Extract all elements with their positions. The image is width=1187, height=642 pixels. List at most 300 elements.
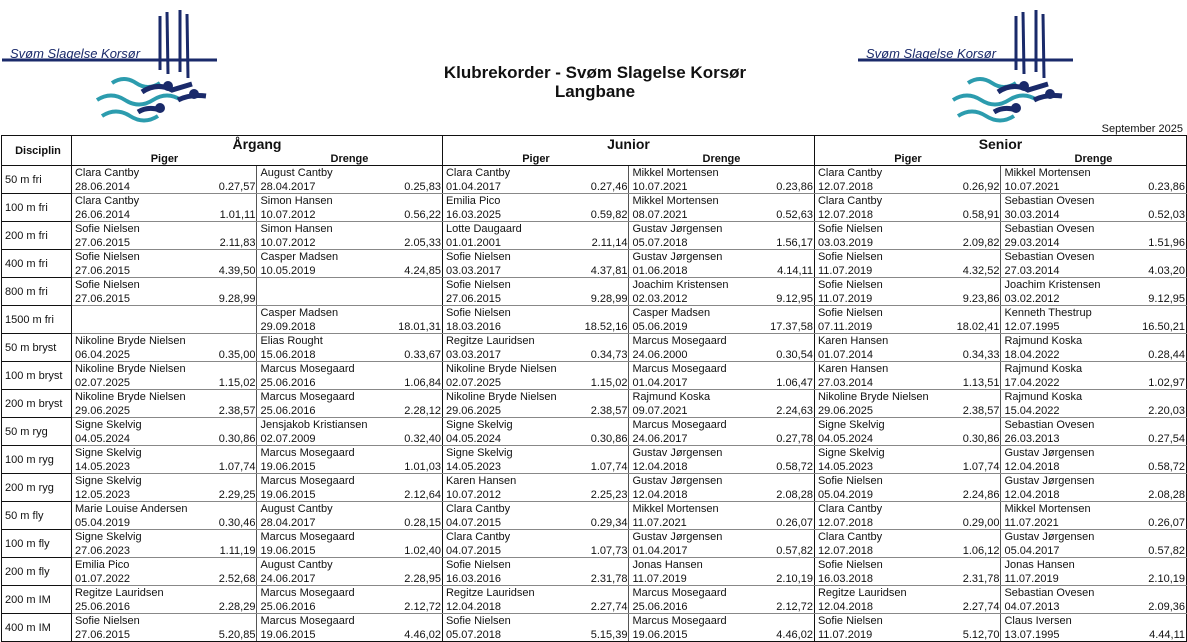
discipline-cell: 50 m bryst — [2, 334, 72, 362]
record-time: 0.57,82 — [776, 545, 813, 557]
record-date: 18.03.2016 — [445, 321, 502, 333]
record-cell — [629, 250, 815, 278]
record-date: 12.04.2018 — [632, 461, 688, 473]
record-cell — [257, 586, 443, 614]
record-date: 02.03.2012 — [632, 293, 688, 305]
header-group-junior: Junior — [442, 136, 814, 154]
record-date: 12.04.2018 — [632, 489, 688, 501]
record-date: 29.06.2025 — [817, 405, 874, 417]
record-name: Emilia Pico — [74, 559, 130, 571]
record-date: 19.06.2015 — [260, 461, 316, 473]
record-date: 14.05.2023 — [817, 461, 874, 473]
record-date: 10.07.2021 — [1004, 181, 1060, 193]
record-cell — [257, 278, 443, 306]
record-date: 27.03.2014 — [817, 377, 874, 389]
record-time: 2.08,28 — [776, 489, 813, 501]
discipline-cell: 800 m fri — [2, 278, 72, 306]
record-date: 12.05.2023 — [74, 489, 131, 501]
record-time: 0.30,86 — [590, 433, 628, 445]
record-time: 5.12,70 — [962, 629, 1000, 641]
record-date: 06.04.2025 — [74, 349, 131, 361]
discipline-cell: 50 m fly — [2, 502, 72, 530]
record-time: 0.58,72 — [1148, 461, 1185, 473]
record-cell — [814, 446, 1000, 474]
record-date: 02.07.2025 — [445, 377, 502, 389]
record-date: 04.05.2024 — [445, 433, 502, 445]
table-row — [2, 502, 1187, 530]
record-time: 18.01,31 — [398, 321, 441, 333]
table-row — [2, 250, 1187, 278]
table-row — [2, 278, 1187, 306]
record-name: Casper Madsen — [632, 307, 711, 319]
record-cell — [71, 390, 256, 418]
record-date: 12.04.2018 — [817, 601, 874, 613]
record-time: 1.15,02 — [218, 377, 256, 389]
record-name: Marcus Mosegaard — [260, 587, 355, 599]
record-cell — [814, 558, 1000, 586]
club-logo-right — [858, 8, 1073, 126]
record-cell — [71, 474, 256, 502]
record-name: Sofie Nielsen — [74, 223, 140, 235]
record-cell — [629, 194, 815, 222]
table-row — [2, 166, 1187, 194]
record-name: Sofie Nielsen — [74, 279, 140, 291]
record-name: Elias Rought — [260, 335, 323, 347]
record-name: Rajmund Koska — [1004, 391, 1083, 403]
record-name: Gustav Jørgensen — [632, 475, 723, 487]
record-time: 0.58,91 — [962, 209, 1000, 221]
record-date: 30.03.2014 — [1004, 209, 1060, 221]
discipline-cell: 200 m ryg — [2, 474, 72, 502]
record-cell — [257, 502, 443, 530]
record-cell — [257, 558, 443, 586]
record-name: Nikoline Bryde Nielsen — [817, 391, 929, 403]
header-piger: Piger — [442, 153, 628, 166]
record-date: 01.07.2014 — [817, 349, 874, 361]
record-time: 0.34,33 — [962, 349, 1000, 361]
record-date: 11.07.2021 — [1004, 517, 1059, 529]
record-name: Marcus Mosegaard — [260, 475, 355, 487]
record-date: 14.05.2023 — [74, 461, 131, 473]
discipline-cell: 200 m fly — [2, 558, 72, 586]
record-name: Simon Hansen — [260, 195, 333, 207]
record-date: 12.07.2018 — [817, 209, 874, 221]
record-name: Simon Hansen — [260, 223, 333, 235]
record-cell — [629, 362, 815, 390]
record-name: Clara Cantby — [445, 503, 511, 515]
record-name: Signe Skelvig — [445, 447, 513, 459]
record-date: 08.07.2021 — [632, 209, 688, 221]
record-name: Nikoline Bryde Nielsen — [74, 363, 186, 375]
record-date: 12.07.1995 — [1004, 321, 1060, 333]
record-date: 19.06.2015 — [260, 489, 316, 501]
record-name: Marcus Mosegaard — [260, 391, 355, 403]
record-time: 1.15,02 — [590, 377, 628, 389]
record-date: 11.07.2019 — [817, 265, 873, 277]
record-date: 04.05.2024 — [74, 433, 131, 445]
record-time: 2.25,23 — [590, 489, 628, 501]
record-date: 03.02.2012 — [1004, 293, 1060, 305]
record-cell — [1001, 166, 1187, 194]
record-name: Marcus Mosegaard — [260, 363, 355, 375]
record-time: 0.30,86 — [218, 433, 256, 445]
record-cell — [814, 222, 1000, 250]
record-cell — [814, 362, 1000, 390]
record-date: 25.06.2016 — [74, 601, 131, 613]
record-name: Sofie Nielsen — [817, 307, 883, 319]
record-time: 1.06,47 — [776, 377, 813, 389]
record-date: 11.07.2019 — [632, 573, 687, 585]
record-time: 2.11,14 — [591, 237, 628, 249]
record-time: 0.26,07 — [1148, 517, 1185, 529]
record-name: Signe Skelvig — [74, 475, 142, 487]
record-cell — [814, 390, 1000, 418]
record-name: Sofie Nielsen — [817, 615, 883, 627]
record-cell — [257, 194, 443, 222]
record-name: Claus Iversen — [1004, 615, 1072, 627]
discipline-cell: 50 m fri — [2, 166, 72, 194]
header-drenge: Drenge — [257, 153, 443, 166]
record-date: 16.03.2016 — [445, 573, 502, 585]
record-cell — [629, 586, 815, 614]
record-cell — [814, 418, 1000, 446]
table-row — [2, 334, 1187, 362]
table-row — [2, 222, 1187, 250]
record-name: Karen Hansen — [817, 363, 889, 375]
record-time: 2.38,57 — [962, 405, 1000, 417]
record-name: Marcus Mosegaard — [632, 419, 727, 431]
record-name: Mikkel Mortensen — [632, 503, 719, 515]
record-time: 2.27,74 — [962, 601, 1000, 613]
record-cell — [1001, 474, 1187, 502]
record-date: 16.03.2025 — [445, 209, 502, 221]
record-name: Clara Cantby — [817, 195, 883, 207]
record-cell — [71, 502, 256, 530]
record-name: Sofie Nielsen — [817, 251, 883, 263]
record-date: 10.07.2021 — [632, 181, 688, 193]
record-name: Clara Cantby — [445, 531, 511, 543]
discipline-cell: 200 m fri — [2, 222, 72, 250]
record-date: 05.07.2018 — [632, 237, 688, 249]
record-time: 16.50,21 — [1142, 321, 1185, 333]
record-date: 04.07.2015 — [445, 545, 502, 557]
record-name: Karen Hansen — [445, 475, 517, 487]
bridge-swimmers-logo-icon — [858, 8, 1073, 126]
record-cell — [814, 614, 1000, 642]
record-name: Kenneth Thestrup — [1004, 307, 1092, 319]
record-time: 0.56,22 — [404, 209, 441, 221]
record-date: 28.04.2017 — [260, 181, 316, 193]
record-date: 27.03.2014 — [1004, 265, 1060, 277]
record-cell — [814, 278, 1000, 306]
record-time: 1.07,74 — [962, 461, 1000, 473]
record-date: 07.11.2019 — [817, 321, 873, 333]
record-time: 1.13,51 — [962, 377, 1000, 389]
record-time: 4.46,02 — [404, 629, 441, 641]
record-name: Karen Hansen — [817, 335, 889, 347]
record-date: 29.06.2025 — [74, 405, 131, 417]
table-row — [2, 390, 1187, 418]
record-date: 29.06.2025 — [445, 405, 502, 417]
record-cell — [257, 222, 443, 250]
record-cell — [1001, 334, 1187, 362]
record-cell — [629, 558, 815, 586]
discipline-cell: 100 m bryst — [2, 362, 72, 390]
discipline-cell: 200 m bryst — [2, 390, 72, 418]
record-name: Mikkel Mortensen — [1004, 503, 1091, 515]
record-name: Gustav Jørgensen — [1004, 447, 1095, 459]
record-time: 0.26,92 — [962, 181, 1000, 193]
record-name: Clara Cantby — [817, 503, 883, 515]
record-date: 24.06.2000 — [632, 349, 688, 361]
record-name: Joachim Kristensen — [632, 279, 729, 291]
record-date: 11.07.2019 — [1004, 573, 1059, 585]
record-name: Gustav Jørgensen — [632, 251, 723, 263]
record-date: 10.07.2012 — [260, 237, 316, 249]
record-time: 1.02,97 — [1148, 377, 1185, 389]
record-date: 11.07.2021 — [632, 517, 687, 529]
record-date: 25.06.2016 — [260, 601, 316, 613]
record-cell — [442, 334, 628, 362]
record-cell — [442, 474, 628, 502]
record-cell — [1001, 446, 1187, 474]
record-cell — [629, 502, 815, 530]
record-time: 0.23,86 — [1148, 181, 1185, 193]
record-date: 29.03.2014 — [1004, 237, 1060, 249]
record-date: 12.07.2018 — [817, 517, 874, 529]
record-date: 26.03.2013 — [1004, 433, 1060, 445]
record-date: 28.06.2014 — [74, 181, 131, 193]
record-date: 02.07.2025 — [74, 377, 131, 389]
record-time: 0.29,00 — [962, 517, 1000, 529]
record-cell — [629, 222, 815, 250]
record-cell — [1001, 502, 1187, 530]
records-table — [1, 135, 1187, 642]
record-name: Casper Madsen — [260, 251, 339, 263]
record-cell — [814, 334, 1000, 362]
header-piger: Piger — [71, 153, 256, 166]
record-date: 05.04.2017 — [1004, 545, 1060, 557]
record-time: 0.28,15 — [404, 517, 441, 529]
record-cell — [257, 334, 443, 362]
record-name: Regitze Lauridsen — [445, 587, 535, 599]
record-time: 1.06,84 — [404, 377, 441, 389]
record-date: 25.06.2016 — [260, 405, 316, 417]
record-name: August Cantby — [260, 559, 333, 571]
record-date: 19.06.2015 — [260, 545, 316, 557]
record-date: 02.07.2009 — [260, 433, 316, 445]
record-time: 2.09,36 — [1148, 601, 1185, 613]
record-name: Sofie Nielsen — [445, 251, 511, 263]
record-name: August Cantby — [260, 167, 333, 179]
record-cell — [629, 418, 815, 446]
record-cell — [442, 278, 628, 306]
record-cell — [257, 446, 443, 474]
record-date: 01.04.2017 — [632, 545, 688, 557]
record-name: Joachim Kristensen — [1004, 279, 1101, 291]
record-time: 0.25,83 — [404, 181, 441, 193]
record-time: 1.07,73 — [590, 545, 628, 557]
record-date: 27.06.2015 — [74, 237, 131, 249]
record-name: Signe Skelvig — [817, 419, 885, 431]
table-row — [2, 614, 1187, 642]
record-name: Gustav Jørgensen — [1004, 531, 1095, 543]
record-name: Sebastian Ovesen — [1004, 587, 1095, 599]
discipline-cell: 50 m ryg — [2, 418, 72, 446]
record-time: 2.31,78 — [590, 573, 628, 585]
record-name: Jonas Hansen — [632, 559, 703, 571]
record-time: 0.30,46 — [218, 517, 256, 529]
record-name: August Cantby — [260, 503, 333, 515]
record-cell — [1001, 362, 1187, 390]
title-block — [300, 63, 890, 101]
record-name: Sebastian Ovesen — [1004, 251, 1095, 263]
record-time: 2.12,72 — [404, 601, 441, 613]
record-name: Signe Skelvig — [74, 531, 142, 543]
record-time: 0.34,73 — [590, 349, 628, 361]
record-date: 10.07.2012 — [260, 209, 316, 221]
record-date: 01.07.2022 — [74, 573, 131, 585]
record-name: Mikkel Mortensen — [632, 195, 719, 207]
record-cell — [257, 166, 443, 194]
record-cell — [1001, 418, 1187, 446]
record-time: 0.27,57 — [218, 181, 256, 193]
header-group-senior: Senior — [814, 136, 1186, 154]
record-date: 26.06.2014 — [74, 209, 131, 221]
record-time: 1.07,74 — [218, 461, 256, 473]
record-date: 09.07.2021 — [632, 405, 688, 417]
record-time: 0.33,67 — [404, 349, 441, 361]
record-time: 4.32,52 — [962, 265, 1000, 277]
record-date: 16.03.2018 — [817, 573, 874, 585]
record-cell — [442, 390, 628, 418]
record-time: 2.28,29 — [218, 601, 256, 613]
record-time: 1.01,11 — [219, 209, 256, 221]
record-cell — [629, 334, 815, 362]
record-date: 12.04.2018 — [1004, 461, 1060, 473]
record-time: 2.09,82 — [962, 237, 1000, 249]
record-cell — [629, 166, 815, 194]
record-name: Gustav Jørgensen — [632, 223, 723, 235]
record-date: 19.06.2015 — [260, 629, 316, 641]
record-time: 1.06,12 — [962, 545, 1000, 557]
record-time: 0.30,86 — [962, 433, 1000, 445]
record-date: 03.03.2017 — [445, 349, 502, 361]
record-time: 2.10,19 — [776, 573, 813, 585]
record-cell — [1001, 222, 1187, 250]
record-date: 10.05.2019 — [260, 265, 316, 277]
record-cell — [629, 530, 815, 558]
record-name: Clara Cantby — [817, 167, 883, 179]
record-time: 0.59,82 — [590, 209, 628, 221]
record-time: 2.20,03 — [1148, 405, 1185, 417]
record-cell — [71, 334, 256, 362]
record-cell — [442, 586, 628, 614]
record-time: 2.12,72 — [776, 601, 813, 613]
record-cell — [1001, 194, 1187, 222]
record-date: 05.04.2019 — [74, 517, 131, 529]
record-name: Marcus Mosegaard — [260, 447, 355, 459]
record-cell — [71, 362, 256, 390]
record-time: 4.37,81 — [590, 265, 628, 277]
record-name: Clara Cantby — [445, 167, 511, 179]
record-cell — [1001, 530, 1187, 558]
record-date: 27.06.2015 — [74, 265, 131, 277]
record-cell — [1001, 586, 1187, 614]
record-cell — [814, 194, 1000, 222]
record-cell — [71, 222, 256, 250]
record-time: 0.29,34 — [590, 517, 628, 529]
discipline-cell: 100 m ryg — [2, 446, 72, 474]
record-time: 5.15,39 — [590, 629, 628, 641]
record-name: Rajmund Koska — [1004, 335, 1083, 347]
record-time: 4.14,11 — [777, 265, 813, 277]
record-name: Sofie Nielsen — [817, 223, 883, 235]
record-date: 03.03.2017 — [445, 265, 502, 277]
table-row — [2, 586, 1187, 614]
record-cell — [814, 250, 1000, 278]
discipline-cell: 400 m fri — [2, 250, 72, 278]
record-time: 5.20,85 — [218, 629, 256, 641]
record-time: 0.52,63 — [776, 209, 813, 221]
record-date: 25.06.2016 — [260, 377, 316, 389]
record-time: 9.12,95 — [776, 293, 813, 305]
header-drenge: Drenge — [1001, 153, 1187, 166]
record-cell — [1001, 250, 1187, 278]
record-time: 2.27,74 — [590, 601, 628, 613]
record-date: 03.03.2019 — [817, 237, 874, 249]
record-cell — [71, 306, 256, 334]
record-time: 1.07,74 — [590, 461, 628, 473]
record-cell — [71, 418, 256, 446]
record-time: 0.27,78 — [776, 433, 813, 445]
record-date: 05.04.2019 — [817, 489, 874, 501]
record-name: Sofie Nielsen — [817, 279, 883, 291]
record-time: 0.28,44 — [1148, 349, 1185, 361]
record-time: 2.28,95 — [404, 573, 441, 585]
table-row — [2, 194, 1187, 222]
record-time: 0.26,07 — [776, 517, 813, 529]
logo-text: Svøm Slagelse Korsør — [866, 46, 997, 61]
record-name: Sofie Nielsen — [817, 559, 883, 571]
record-time: 2.29,25 — [218, 489, 256, 501]
record-name: Mikkel Mortensen — [1004, 167, 1091, 179]
header-group-argang: Årgang — [71, 136, 442, 154]
record-cell — [257, 530, 443, 558]
record-date: 27.06.2015 — [74, 629, 131, 641]
record-time: 4.03,20 — [1148, 265, 1185, 277]
record-cell — [257, 474, 443, 502]
page-subtitle: Langbane — [554, 82, 636, 101]
record-name: Sofie Nielsen — [74, 615, 140, 627]
record-date: 11.07.2019 — [817, 629, 873, 641]
record-cell — [1001, 390, 1187, 418]
record-time: 9.28,99 — [590, 293, 628, 305]
table-row — [2, 558, 1187, 586]
record-cell — [71, 166, 256, 194]
record-cell — [257, 250, 443, 278]
record-name: Regitze Lauridsen — [74, 587, 164, 599]
record-date: 04.07.2013 — [1004, 601, 1060, 613]
record-cell — [629, 390, 815, 418]
record-cell — [71, 558, 256, 586]
table-row — [2, 362, 1187, 390]
record-date: 01.04.2017 — [445, 181, 502, 193]
record-cell — [629, 614, 815, 642]
record-cell — [814, 586, 1000, 614]
header-drenge: Drenge — [629, 153, 815, 166]
record-cell — [629, 446, 815, 474]
